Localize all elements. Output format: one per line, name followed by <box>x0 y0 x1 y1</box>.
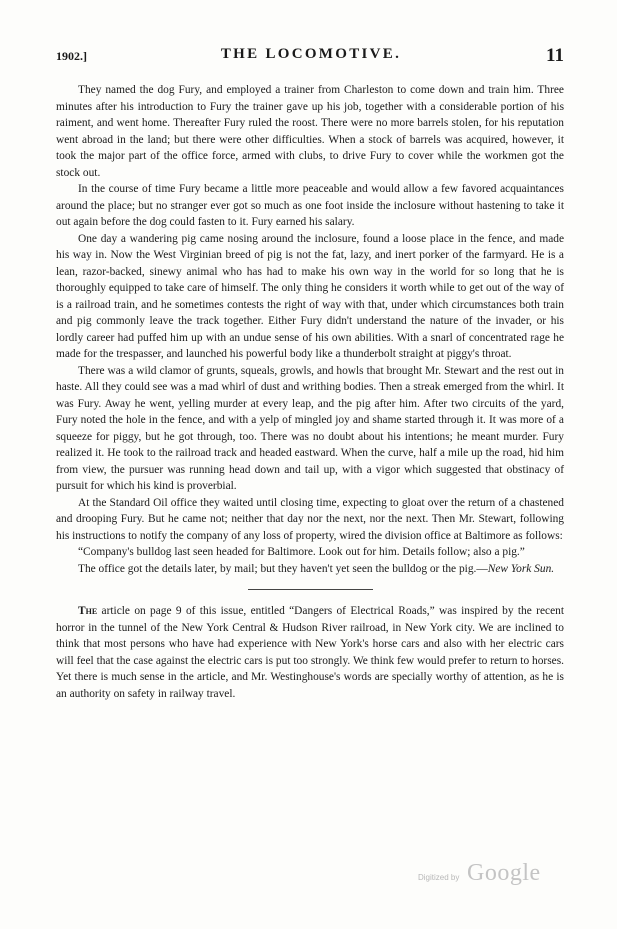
telegram-quote: “Company's bulldog last seen headed for Baltimore. Look out for him. Details follow; also a pig.” <box>78 546 525 558</box>
article-body <box>56 82 564 702</box>
running-header <box>56 45 566 69</box>
section-divider <box>248 589 373 590</box>
journal-title: THE LOCOMOTIVE. <box>220 46 402 62</box>
header-year: 1902.] <box>56 49 87 63</box>
editorial-text: article on page 9 of this issue, entitled “Dangers of Electrical Roads,” was inspired by the recent horror in the tunnel of the New York Central & Hudson River railroad, in New York city. We are inclined to think that most persons who have had experience with New York's horse cars and also with her electric cars will feel that the case against the electric cars is put too strongly. We think few would prefer to return to horses. Yet there is much sense in the article, and Mr. Westinghouse's words are specially worthy of attention, as he is an authority on safety in railway travel. <box>56 605 564 700</box>
paragraph-3: One day a wandering pig came nosing around the inclosure, found a loose place in the fence, and made his way in. Now the West Virginian breed of pig is not the fat, lazy, and inert porker of the farmyard. He is a lean, razor-backed, sinewy animal who has had to make his own way in the world for so long that he is thoroughly equipped to take care of himself. The only thing he considers it worth while to get out of the way of is a railroad train, and he sometimes contests the right of way with that, under which circumstances both train and pig commonly leave the track together. Either Fury didn't understand the nature of the invader, or his lordly career had puffed him up with an undue sense of his own abilities. With a snarl of concentrated rage he made for the trespasser, and launched his powerful body like a thunderbolt straight at piggy's throat. <box>56 232 564 360</box>
google-logo-text: Google <box>467 860 541 886</box>
paragraph-7-text: The office got the details later, by mail; but they haven't yet seen the bulldog or the pig.— <box>78 562 488 575</box>
google-watermark <box>418 860 558 890</box>
editorial-note <box>56 603 564 702</box>
editorial-lead-word: The <box>78 605 98 617</box>
paragraph-2: In the course of time Fury became a little more peaceable and would allow a few favored acquaintances around the place; but no stranger ever got so much as one foot inside the inclosure without hastening to take it out again before the dog could fasten to it. Fury earned his salary. <box>56 183 564 228</box>
digitized-by-label: Digitized by <box>418 873 460 882</box>
paragraph-4: There was a wild clamor of grunts, squeals, growls, and howls that brought Mr. Stewart and the rest out in haste. All they could see was a mad whirl of dust and writhing bodies. Then a streak emerged from the whirl. It was Fury. Away he went, yelling murder at every leap, and the pig after him. After two circuits of the yard, Fury noted the hole in the fence, and with a yelp of mingled joy and shame started through it. It was more of a squeeze for piggy, but he got through, too. There was no doubt about his intentions; he meant murder. Fury realized it. He took to the railroad track and headed eastward. When the curve, half a mile up the road, hid him from view, the pursuer was running head down and tail up, with a vigor which suggested that obstinacy of pursuit for which his kind is proverbial. <box>56 364 564 492</box>
page-number: 11 <box>546 45 564 66</box>
paragraph-7 <box>56 561 564 578</box>
paragraph-1: They named the dog Fury, and employed a trainer from Charleston to come down and train him. Three minutes after his introduction to Fury the trainer gave up his job, together with a considerable portion of his raiment, and went home. Thereafter Fury ruled the roost. There were no more barrels stolen, for his reputation went abroad in the land; but there were other difficulties. When a stock of barrels was acquired, however, it took the major part of the office force, armed with clubs, to drive Fury to cover while the workmen got the stock out. <box>56 84 564 179</box>
paragraph-5: At the Standard Oil office they waited until closing time, expecting to gloat over the return of a chastened and drooping Fury. But he came not; neither that day nor the next, nor the next. Then Mr. Stewart, following his instructions to notify the company of any loss of property, wired the division office at Baltimore as follows: <box>56 496 564 542</box>
source-credit: New York Sun. <box>487 562 555 575</box>
